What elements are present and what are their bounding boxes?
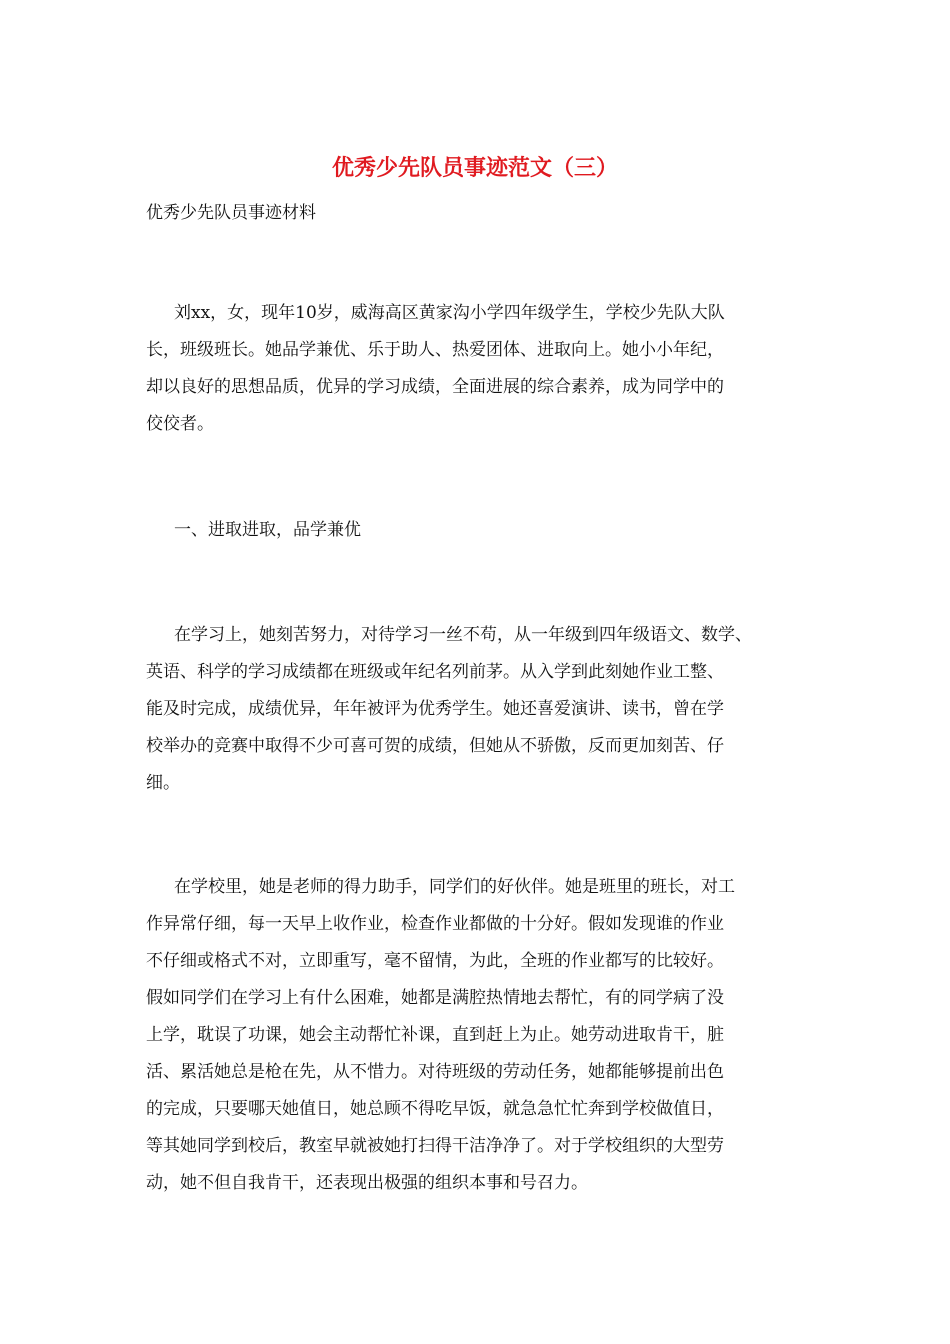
paragraph-school [146,869,836,1202]
text-line: 英语、科学的学习成绩都在班级或年纪名列前茅。从入学到此刻她作业工整、 [146,662,724,682]
text-line: 在学习上，她刻苦努力，对待学习一丝不苟，从一年级到四年级语文、数学、 [174,625,752,645]
text-line: 上学，耽误了功课，她会主动帮忙补课，直到赶上为止。她劳动进取肯干，脏 [146,1025,724,1045]
text-line: 假如同学们在学习上有什么困难，她都是满腔热情地去帮忙，有的同学病了没 [146,988,724,1008]
paragraph-study [146,617,836,802]
text-line: 动，她不但自我肯干，还表现出极强的组织本事和号召力。 [146,1173,588,1193]
text-line: 佼佼者。 [146,414,214,434]
text-line: 的完成，只要哪天她值日，她总顾不得吃早饭，就急急忙忙奔到学校做值日， [146,1099,724,1119]
document-title: 优秀少先队员事迹范文（三） [331,155,618,181]
text-line: 作异常仔细，每一天早上收作业，检查作业都做的十分好。假如发现谁的作业 [146,914,724,934]
section-heading-text: 一、进取进取，品学兼优 [174,520,361,540]
text-line: 在学校里，她是老师的得力助手，同学们的好伙伴。她是班里的班长，对工 [174,877,735,897]
text-line: 细。 [146,773,180,793]
paragraph-intro [146,295,836,443]
text-line: 活、累活她总是枪在先，从不惜力。对待班级的劳动任务，她都能够提前出色 [146,1062,724,1082]
text-line: 却以良好的思想品质，优异的学习成绩，全面进展的综合素养，成为同学中的 [146,377,724,397]
text-line: 校举办的竞赛中取得不少可喜可贺的成绩，但她从不骄傲，反而更加刻苦、仔 [146,736,724,756]
text-line: 刘xx，女，现年10岁，威海高区黄家沟小学四年级学生，学校少先队大队 [174,303,725,323]
text-line: 长，班级班长。她品学兼优、乐于助人、热爱团体、进取向上。她小小年纪， [146,340,724,360]
text-line: 等其她同学到校后，教室早就被她打扫得干洁净净了。对于学校组织的大型劳 [146,1136,724,1156]
document-subtitle: 优秀少先队员事迹材料 [146,203,316,223]
text-line: 不仔细或格式不对，立即重写，毫不留情，为此，全班的作业都写的比较好。 [146,951,724,971]
text-line: 能及时完成，成绩优异，年年被评为优秀学生。她还喜爱演讲、读书，曾在学 [146,699,724,719]
section-heading [146,512,836,549]
